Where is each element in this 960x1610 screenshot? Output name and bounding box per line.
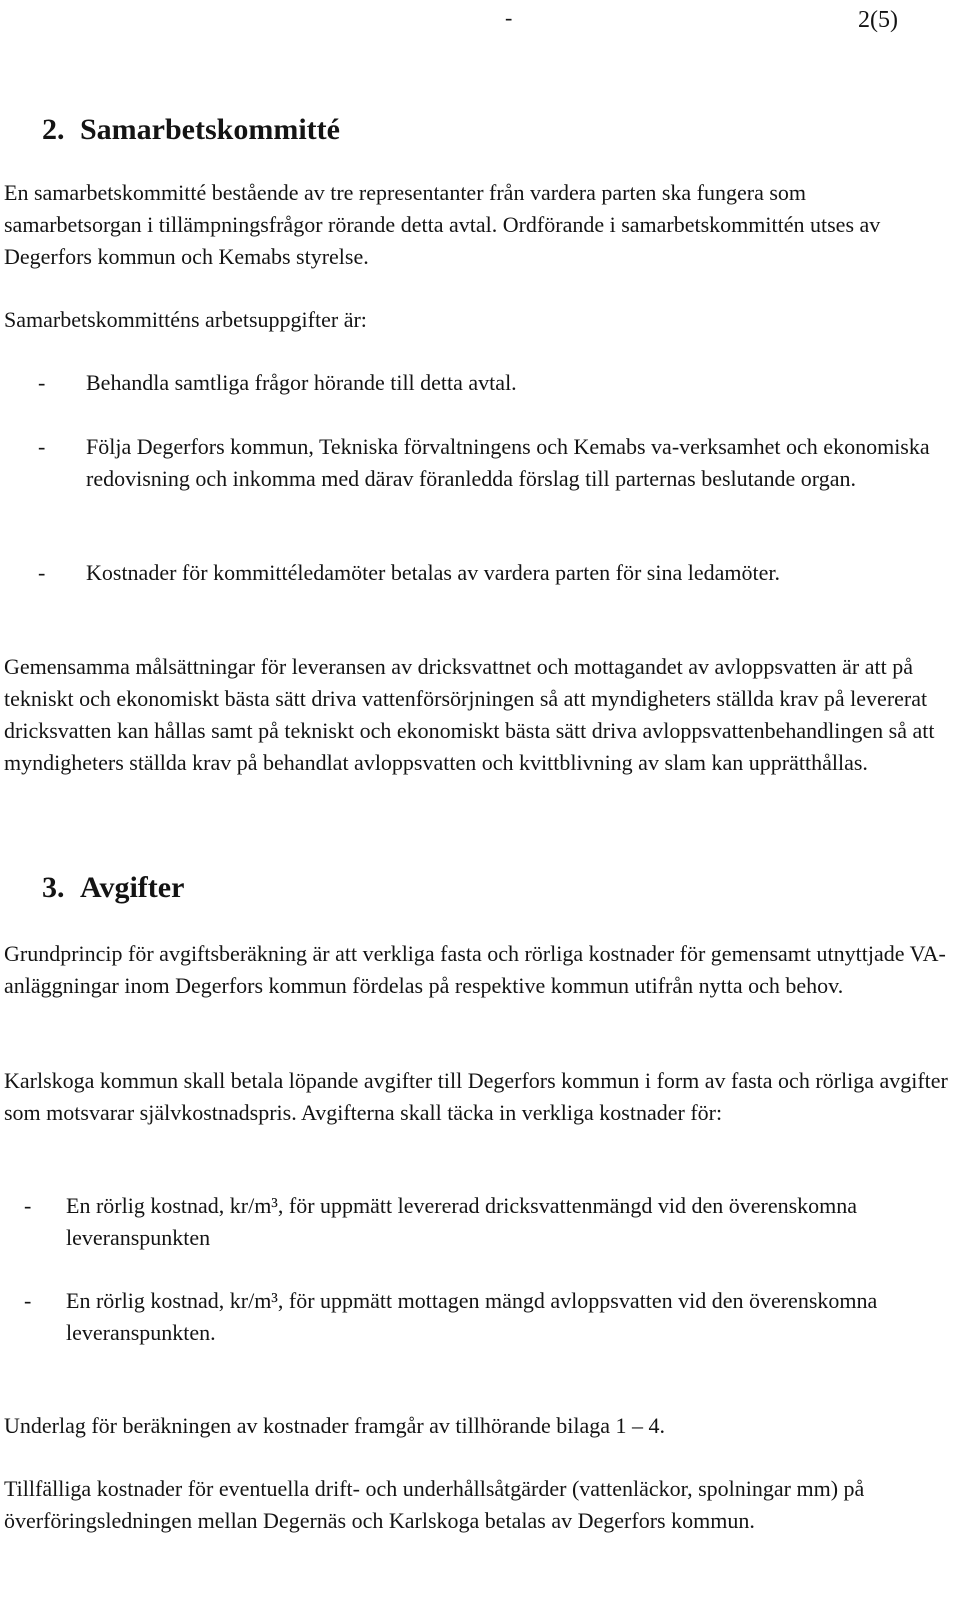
- task-item-text: Kostnader för kommittéledamöter betalas av vardera parten för sina ledamöter.: [86, 560, 780, 585]
- page-number: 2(5): [858, 7, 898, 33]
- section-3-paragraph-3: Underlag för beräkningen av kostnader framgår av tillhörande bilaga 1 – 4.: [4, 1413, 665, 1438]
- section-2-paragraph-2: Samarbetskommitténs arbetsuppgifter är:: [4, 307, 367, 332]
- section-2-heading: [42, 112, 340, 148]
- section-2-paragraph-1: En samarbetskommitté bestående av tre representanter från vardera parten ska fungera som samarbetsorgan i tillämpningsfrågor rörande detta avtal. Ordförande i samarbetskommittén utses av Degerfors kommun och Kemabs styrelse.: [4, 180, 881, 269]
- section-2-paragraph-3: Gemensamma målsättningar för leveransen av dricksvattnet och mottagandet av avloppsvatten är att på tekniskt och ekonomiskt bästa sätt driva vattenförsörjningen så att myndigheters ställda krav på levererat dricksvatten kan hållas samt på tekniskt och ekonomiskt bästa sätt driva avloppsvattenbehandlingen så att myndigheters ställda krav på behandlat avloppsvatten och kvittblivning av slam kan upprätthållas.: [4, 654, 935, 775]
- document-page: - 2(5) 2. Samarbetskommitté En samarbetskommitté bestående av tre representanter från vardera parten ska fungera som samarbetsorgan i tillämpningsfrågor rörande detta avtal. Ordförande i samarbetskommittén utses av Degerfors kommun och Kemabs styrelse. Samarbetskommitténs arbetsuppgifter är: - Behandla samtliga frågor hörande till detta avtal. - Följa Degerfors kommun, Tekniska förvaltningens och Kemabs va-verksamhet och ekonomiska redovisning och inkomma med därav föranledda förslag till parternas beslutande organ. - Kostnader för kommittéledamöter betalas av vardera parten för sina ledamöter. Gemensamma målsättningar för leveransen av dricksvattnet och mottagandet av avloppsvatten är att på tekniskt och ekonomiskt bästa sätt driva vattenförsörjningen så att myndigheters ställda krav på levererat dricksvatten kan hållas samt på tekniskt och ekonomiskt bästa sätt driva avloppsvattenbehandlingen så att myndigheters ställda krav på behandlat avloppsvatten och kvittblivning av slam kan upprätthållas. 3. Avgifter Grundprincip för avgiftsberäkning är att verkliga fasta och rörliga kostnader för gemensamt utnyttjade VA-anläggningar inom Degerfors kommun fördelas på respektive kommun utifrån nytta och behov. Karlskoga kommun skall betala löpande avgifter till Degerfors kommun i form av fasta och rörliga avgifter som motsvarar självkostnadspris. Avgifterna skall täcka in verkliga kostnader för: - En rörlig kostnad, kr/m³, för uppmätt levererad dricksvattenmängd vid den överenskomna leveranspunkten - En rörlig kostnad, kr/m³, för uppmätt mottagen mängd avloppsvatten vid den överenskomna leveranspunkten. Underlag för beräkningen av kostnader framgår av tillhörande bilaga 1 – 4. Tillfälliga kostnader för eventuella drift- och underhållsåtgärder (vattenläckor, spolningar mm) på överföringsledningen mellan Degernäs och Karlskoga betalas av Degerfors kommun.: [0, 0, 960, 1610]
- section-3-paragraph-2: Karlskoga kommun skall betala löpande avgifter till Degerfors kommun i form av fasta och rörliga avgifter som motsvarar självkostnadspris. Avgifterna skall täcka in verkliga kostnader för:: [4, 1068, 948, 1125]
- section-3-title: Avgifter: [80, 871, 185, 904]
- task-item-text: Följa Degerfors kommun, Tekniska förvaltningens och Kemabs va-verksamhet och ekonomiska redovisning och inkomma med därav föranledda förslag till parternas beslutande organ.: [86, 434, 930, 491]
- header-dash: -: [505, 5, 513, 30]
- section-3-heading: [42, 870, 184, 906]
- cost-item-text: En rörlig kostnad, kr/m³, för uppmätt mottagen mängd avloppsvatten vid den överenskomna leveranspunkten.: [66, 1288, 878, 1345]
- cost-item-text: En rörlig kostnad, kr/m³, för uppmätt levererad dricksvattenmängd vid den överenskomna leveranspunkten: [66, 1193, 858, 1250]
- section-3-paragraph-4: Tillfälliga kostnader för eventuella drift- och underhållsåtgärder (vattenläckor, spolningar mm) på överföringsledningen mellan Degernäs och Karlskoga betalas av Degerfors kommun.: [4, 1476, 865, 1533]
- section-2-number: 2.: [42, 113, 65, 146]
- section-3-paragraph-1: Grundprincip för avgiftsberäkning är att verkliga fasta och rörliga kostnader för gemensamt utnyttjade VA-anläggningar inom Degerfors kommun fördelas på respektive kommun utifrån nytta och behov.: [4, 941, 946, 998]
- section-2-title: Samarbetskommitté: [80, 113, 340, 146]
- task-item-text: Behandla samtliga frågor hörande till detta avtal.: [86, 370, 517, 395]
- section-3-number: 3.: [42, 871, 65, 904]
